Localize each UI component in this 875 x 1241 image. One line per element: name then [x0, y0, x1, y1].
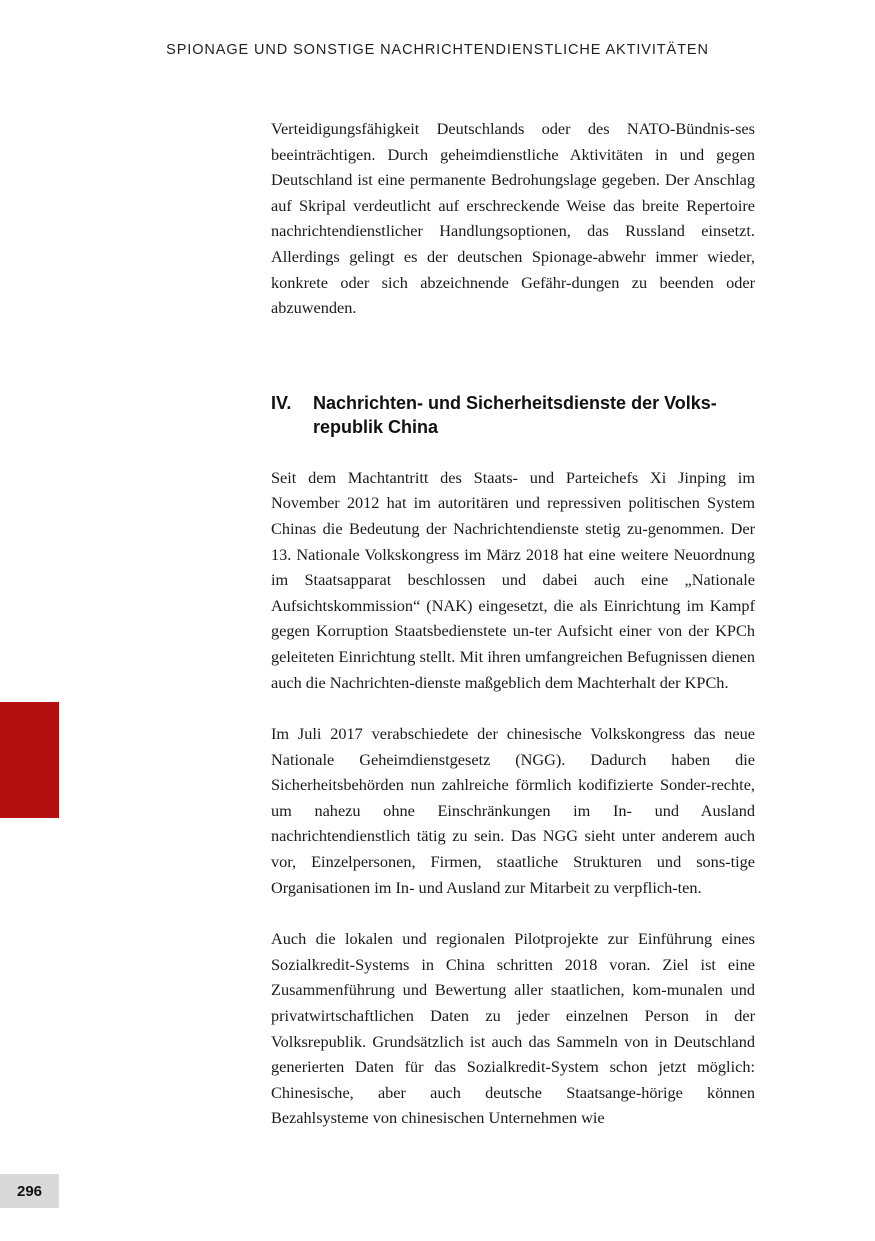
paragraph-spacer — [271, 695, 755, 721]
heading-spacer — [271, 440, 755, 465]
section-spacer — [271, 321, 755, 391]
section-title: Nachrichten- und Sicherheitsdienste der Volks-republik China — [313, 392, 717, 438]
paragraph-spacer — [271, 900, 755, 926]
body-paragraph: Verteidigungsfähigkeit Deutschlands oder des NATO-Bündnis-ses beeinträchtigen. Durch geheimdienstliche Aktivitäten in und gegen Deutschland ist eine permanente Bedrohungslage gegeben. Der Anschlag auf Skripal verdeutlicht auf erschreckende Weise das breite Repertoire nachrichtendienstlicher Handlungsoptionen, das Russland einsetzt. Allerdings gelingt es der deutschen Spionage-abwehr immer wieder, konkrete oder sich abzeichnende Gefähr-dungen zu beenden oder abzuwenden. — [271, 119, 755, 318]
running-header: SPIONAGE UND SONSTIGE NACHRICHTENDIENSTLICHE AKTIVITÄTEN — [166, 42, 709, 58]
section-number: IV. — [271, 392, 292, 413]
body-paragraph: Im Juli 2017 verabschiedete der chinesische Volkskongress das neue Nationale Geheimdienstgesetz (NGG). Dadurch haben die Sicherheitsbehörden nun zahlreiche förmlich kodifizierte Sonder-rechte, um nahezu ohne Einschränkungen im In- und Ausland nachrichtendienstlich tätig zu sein. Das NGG sieht unter anderem auch vor, Einzelpersonen, Firmen, staatliche Strukturen und sons-tige Organisationen im In- und Ausland zur Mitarbeit zu verpflich-ten. — [271, 724, 755, 897]
body-paragraph: Seit dem Machtantritt des Staats- und Parteichefs Xi Jinping im November 2012 hat im autoritären und repressiven politischen System Chinas die Bedeutung der Nachrichtendienste stetig zu-genommen. Der 13. Nationale Volkskongress im März 2018 hat eine weitere Neuordnung im Staatsapparat beschlossen und dabei auch eine „Nationale Aufsichtskommission“ (NAK) eingesetzt, die als Einrichtung im Kampf gegen Korruption Staatsbedienstete un-ter Aufsicht einer von der KPCh geleiteten Einrichtung stellt. Mit ihren umfangreichen Befugnissen dienen auch die Nachrichten-dienste maßgeblich dem Machterhalt der KPCh. — [271, 467, 755, 692]
body-paragraph: Auch die lokalen und regionalen Pilotprojekte zur Einführung eines Sozialkredit-Systems in China schritten 2018 voran. Ziel ist eine Zusammenführung und Bewertung aller staatlichen, kom-munalen und privatwirtschaftlichen Daten zu jeder einzelnen Person in der Volksrepublik. Grundsätzlich ist auch das Sammeln von in Deutschland generierten Daten für das Sozialkredit-System schon jetzt möglich: Chinesische, aber auch deutsche Staatsange-hörige können Bezahlsysteme von chinesischen Unternehmen wie — [271, 929, 755, 1128]
section-heading — [271, 391, 755, 440]
page-number: 296 — [0, 1174, 59, 1208]
page-content — [271, 116, 755, 1131]
chapter-side-tab — [0, 702, 59, 818]
